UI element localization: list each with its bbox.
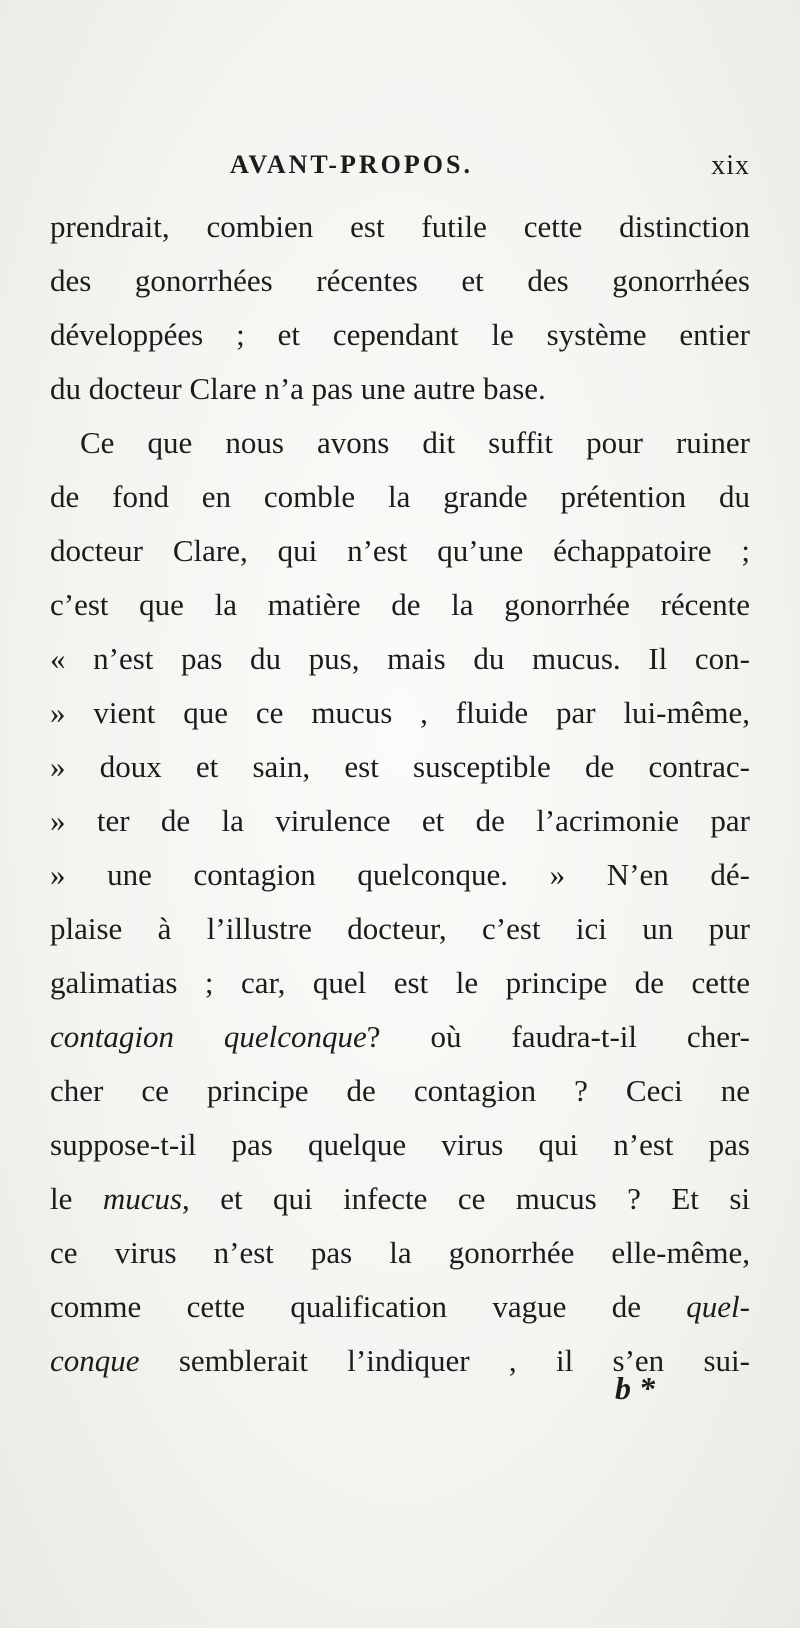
text-line: [50, 1280, 750, 1334]
text-line: [50, 416, 750, 470]
text-line: [50, 740, 750, 794]
text-line: [50, 308, 750, 362]
text-line: [50, 902, 750, 956]
italic-text: contagion quelconque: [50, 1019, 367, 1054]
text-segment: Ce que nous avons dit suffit pour ruiner: [80, 425, 750, 460]
text-segment: plaise à l’illustre docteur, c’est ici un pur: [50, 911, 750, 946]
text-line: [50, 524, 750, 578]
text-line: [50, 794, 750, 848]
text-line: [50, 1010, 750, 1064]
text-line: [50, 200, 750, 254]
text-segment: prendrait, combien est futile cette distinction: [50, 209, 750, 244]
body-text: [50, 200, 750, 1388]
text-segment: développées ; et cependant le système entier: [50, 317, 750, 352]
signature-mark: b *: [615, 1370, 655, 1406]
text-segment: , et qui infecte ce mucus ? Et si: [182, 1181, 750, 1216]
text-line: [50, 470, 750, 524]
page-header: [50, 150, 750, 190]
text-line: [50, 578, 750, 632]
text-segment: » vient que ce mucus , fluide par lui-même,: [50, 695, 750, 730]
text-line: [50, 1172, 750, 1226]
italic-text: mucus: [102, 1181, 183, 1216]
text-segment: ce virus n’est pas la gonorrhée elle-même,: [50, 1235, 750, 1270]
text-line: [50, 848, 750, 902]
text-segment: comme cette qualification vague de: [50, 1289, 687, 1324]
text-line: [50, 686, 750, 740]
text-segment: » doux et sain, est susceptible de contrac-: [50, 749, 750, 784]
text-segment: des gonorrhées récentes et des gonorrhées: [50, 263, 750, 298]
text-line: [50, 956, 750, 1010]
text-segment: du docteur Clare n’a pas une autre base.: [50, 371, 546, 406]
text-segment: semblerait l’indiquer , il s’en sui-: [139, 1343, 750, 1378]
text-line: [50, 1118, 750, 1172]
text-line: [50, 362, 750, 416]
italic-text: quel-: [686, 1289, 750, 1324]
text-segment: « n’est pas du pus, mais du mucus. Il con-: [50, 641, 750, 676]
page-number: xix: [711, 150, 750, 181]
text-line: [50, 1226, 750, 1280]
text-segment: le: [50, 1181, 103, 1216]
text-segment: cher ce principe de contagion ? Ceci ne: [50, 1073, 750, 1108]
text-line: [50, 254, 750, 308]
text-segment: » une contagion quelconque. » N’en dé-: [50, 857, 750, 892]
italic-text: conque: [50, 1343, 140, 1378]
text-segment: » ter de la virulence et de l’acrimonie par: [50, 803, 750, 838]
text-segment: de fond en comble la grande prétention du: [50, 479, 750, 514]
text-line: [50, 632, 750, 686]
running-head: AVANT-PROPOS.: [230, 150, 473, 179]
text-segment: docteur Clare, qui n’est qu’une échappatoire ;: [50, 533, 750, 568]
text-segment: galimatias ; car, quel est le principe de cette: [50, 965, 750, 1000]
text-segment: c’est que la matière de la gonorrhée récente: [50, 587, 750, 622]
text-segment: ? où faudra-t-il cher-: [366, 1019, 750, 1054]
text-line: [50, 1064, 750, 1118]
text-segment: suppose-t-il pas quelque virus qui n’est pas: [50, 1127, 750, 1162]
